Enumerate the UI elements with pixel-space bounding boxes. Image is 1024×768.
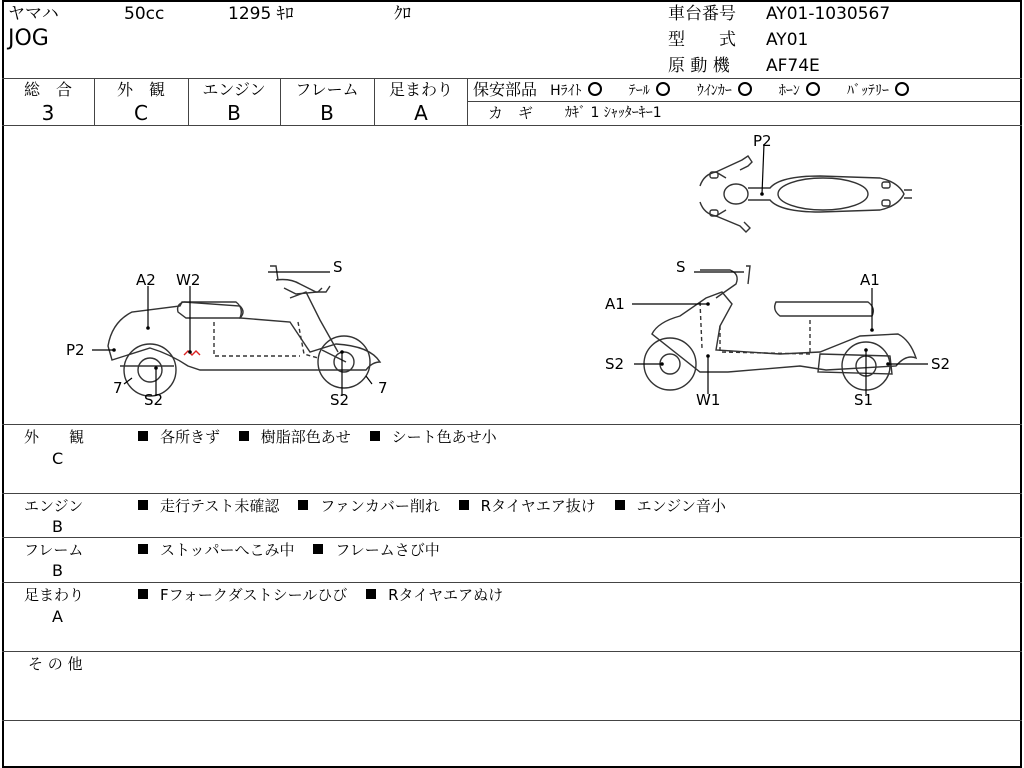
safety-item-label: Hﾗｲﾄ (550, 83, 582, 99)
safety-horn (779, 83, 820, 99)
bullet-square-icon (239, 431, 249, 441)
note-items-suspension (138, 588, 517, 603)
grade-value-frame: B (320, 101, 334, 125)
note-label-suspension: 足まわり (24, 586, 85, 604)
grade-value-exterior: C (134, 101, 148, 125)
type-label: 型 式 (668, 30, 736, 50)
label-left-p2: P2 (66, 341, 85, 359)
ok-circle-icon (588, 82, 602, 96)
note-item: ストッパーへこみ中 (160, 541, 295, 559)
key-value: ｶｷﾞ 1 ｼｬｯﾀｰｷｰ1 (565, 105, 662, 121)
label-right-s2b: S2 (931, 355, 951, 373)
note-items-engine (138, 499, 740, 514)
note-item: Fフォークダストシールひび (160, 586, 348, 604)
label-right-a1-top: A1 (860, 271, 880, 289)
mileage: 1295 ｷﾛ (228, 4, 294, 24)
displacement: 50cc (124, 4, 165, 24)
note-label-frame: フレーム (24, 541, 84, 559)
label-right-w1: W1 (696, 391, 721, 409)
note-items-exterior (138, 430, 511, 445)
label-left-7b: 7 (378, 379, 388, 397)
ok-circle-icon (656, 82, 670, 96)
bullet-square-icon (459, 500, 469, 510)
note-item: Rタイヤエア抜け (480, 497, 596, 515)
engine-value: AF74E (766, 56, 820, 76)
note-item: 樹脂部色あせ (260, 428, 351, 446)
note-grade-suspension: A (52, 607, 63, 626)
safety-label: 保安部品 (473, 80, 538, 99)
safety-item-label: ﾃｰﾙ (628, 83, 650, 99)
frame-no: AY01-1030567 (766, 4, 891, 24)
bullet-square-icon (615, 500, 625, 510)
note-item: シート色あせ小 (391, 428, 497, 446)
safety-winker (697, 83, 752, 99)
frame-no-label: 車台番号 (668, 4, 736, 24)
bullet-square-icon (138, 500, 148, 510)
note-item: ファンカバー削れ (320, 497, 440, 515)
grade-label-overall: 総 合 (23, 80, 72, 99)
key-label: カ ギ (488, 104, 534, 122)
ok-circle-icon (806, 82, 820, 96)
ok-circle-icon (738, 82, 752, 96)
model-name: JOG (8, 26, 49, 51)
color: ｸﾛ (394, 4, 411, 24)
note-items-frame (138, 543, 454, 558)
note-item: 走行テスト未確認 (160, 497, 280, 515)
note-grade-exterior: C (52, 449, 64, 468)
damage-mark-icon (184, 351, 200, 355)
engine-label: 原 動 機 (668, 56, 730, 76)
bullet-square-icon (298, 500, 308, 510)
note-item: 各所きず (160, 428, 221, 446)
grade-label-exterior: 外 観 (116, 80, 165, 99)
grade-label-suspension: 足まわり (388, 80, 453, 99)
bullet-square-icon (138, 544, 148, 554)
label-top-p2: P2 (753, 132, 772, 150)
label-right-s: S (676, 258, 686, 276)
type-value: AY01 (766, 30, 809, 50)
note-item: エンジン音小 (636, 497, 726, 515)
maker: ヤマハ (8, 4, 59, 24)
grade-value-suspension: A (414, 101, 428, 125)
bullet-square-icon (370, 431, 380, 441)
grade-label-engine: エンジン (202, 80, 266, 99)
label-left-s2b: S2 (330, 391, 350, 409)
safety-item-label: ﾎｰﾝ (778, 83, 800, 99)
note-label-exterior: 外 観 (24, 428, 85, 446)
label-right-a1-left: A1 (605, 295, 625, 313)
bullet-square-icon (313, 544, 323, 554)
note-item: Rタイヤエアぬけ (388, 586, 504, 604)
bullet-square-icon (138, 589, 148, 599)
safety-item-label: ﾊﾞｯﾃﾘｰ (847, 83, 890, 99)
label-left-s2a: S2 (144, 391, 164, 409)
safety-parts-row (473, 82, 909, 98)
scooter-top-view (700, 156, 912, 232)
ok-circle-icon (895, 82, 909, 96)
note-label-engine: エンジン (24, 497, 84, 515)
bullet-square-icon (366, 589, 376, 599)
label-left-7: 7 (113, 379, 123, 397)
grade-value-overall: 3 (41, 101, 55, 125)
safety-item-label: ｳｲﾝｶｰ (696, 83, 732, 99)
bullet-square-icon (138, 431, 148, 441)
scooter-diagram (0, 126, 1024, 424)
label-right-s2a: S2 (605, 355, 625, 373)
safety-headlight (550, 83, 602, 99)
safety-tail (629, 83, 670, 99)
note-item: フレームさび中 (335, 541, 440, 559)
grade-value-engine: B (227, 101, 241, 125)
label-left-s: S (333, 258, 343, 276)
grade-label-frame: フレーム (295, 80, 359, 99)
note-grade-engine: B (52, 517, 63, 536)
note-label-other: そ の 他 (28, 655, 83, 673)
label-left-a2: A2 (136, 271, 156, 289)
label-left-w2: W2 (176, 271, 201, 289)
note-grade-frame: B (52, 561, 63, 580)
label-right-s1: S1 (854, 391, 874, 409)
safety-battery (847, 83, 909, 99)
